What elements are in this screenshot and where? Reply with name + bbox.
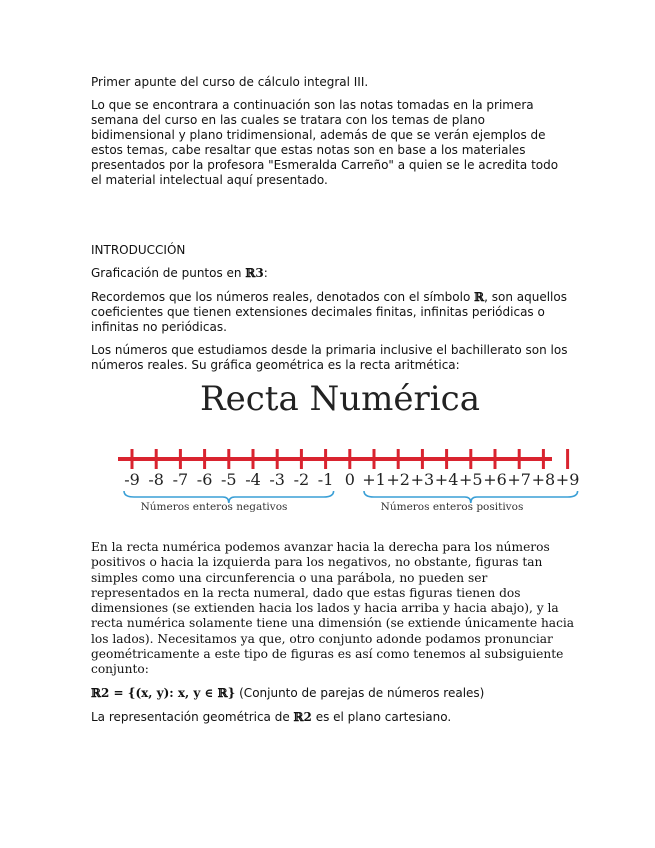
set-note: (Conjunto de parejas de números reales): [235, 686, 485, 700]
tick-label: +3: [410, 470, 435, 489]
r2-symbol: ℝ2: [293, 710, 312, 724]
tick-label: +1: [362, 470, 386, 489]
section-heading: INTRODUCCIÓN: [91, 243, 186, 257]
r-symbol: ℝ: [474, 290, 485, 304]
figure-title: Recta Numérica: [200, 379, 480, 419]
positive-numbers-label: Números enteros positivos: [380, 501, 524, 513]
intro-paragraph: Lo que se encontrara a continuación son las notas tomadas en la primera semana del curso en las cuales se tratara con los temas de plano bidimensional y plano tridimensional, además de que se verán ejemplos de estos temas, cabe resaltar que estas notas son en base a los materiales presentados por la profesora "Esmeralda Carreño" a quien se le acredita todo el material intelectual aquí presentado.: [91, 98, 559, 187]
set-definition-line: [91, 686, 571, 701]
tick-label: +8: [531, 470, 556, 489]
tick-label: +2: [386, 470, 410, 489]
graficacion-text: Graficación de puntos en: [91, 266, 246, 280]
geo-text-b: es el plano cartesiano.: [311, 710, 452, 724]
number-line-figure: [112, 375, 580, 525]
reales-text-a: Recordemos que los números reales, denotados con el símbolo: [91, 290, 475, 304]
set-definition: ℝ2 = {(x, y): x, y ∈ ℝ}: [91, 686, 236, 700]
recta-explanation-paragraph: En la recta numérica podemos avanzar hacia la derecha para los números positivos o hacia la izquierda para los negativos, no obstante, figuras tan simples como una circunferencia o una parábola, no pueden ser representados en la recta numeral, dado que estas figuras tienen dos dimensiones (se extienden hacia los lados y hacia arriba y hacia abajo), y la recta numérica solamente tiene una dimensión (se extiende únicamente hacia los lados). Necesitamos ya que, otro conjunto adonde podamos pronunciar geométricamente a este tipo de figuras es así como tenemos al subsiguiente conjunto:: [91, 540, 575, 677]
tick-labels: [124, 470, 579, 489]
tick-label: -6: [196, 470, 213, 489]
geo-text-a: La representación geométrica de: [91, 710, 294, 724]
tick-label: -9: [124, 470, 140, 489]
tick-label: +9: [555, 470, 580, 489]
tick-label: -3: [269, 470, 285, 489]
reales-paragraph: [91, 290, 571, 335]
tick-label: -8: [148, 470, 164, 489]
tick-label: +7: [507, 470, 531, 489]
tick-label: 0: [344, 470, 355, 489]
geometric-representation-line: [91, 710, 571, 725]
tick-label: +5: [459, 470, 483, 489]
tick-label: -4: [245, 470, 261, 489]
r3-symbol: ℝ3: [245, 266, 264, 280]
tick-label: +6: [483, 470, 507, 489]
course-note-title: Primer apunte del curso de cálculo integral III.: [91, 75, 369, 89]
graficacion-colon: :: [263, 266, 268, 280]
tick-label: +4: [434, 470, 459, 489]
graficacion-line: [91, 266, 571, 281]
tick-label: -5: [221, 470, 237, 489]
estudio-paragraph: Los números que estudiamos desde la primaria inclusive el bachillerato son los números reales. Su gráfica geométrica es la recta aritmética:: [91, 343, 568, 372]
tick-label: -1: [317, 470, 334, 489]
tick-label: -2: [293, 470, 310, 489]
reales-text-b: , son aquellos coeficientes que tienen extensiones decimales finitas, infinitas periódicas o infinitas no periódicas.: [91, 290, 567, 334]
tick-label: -7: [172, 470, 189, 489]
number-line-svg: [112, 375, 580, 525]
negative-numbers-label: Números enteros negativos: [140, 501, 288, 513]
